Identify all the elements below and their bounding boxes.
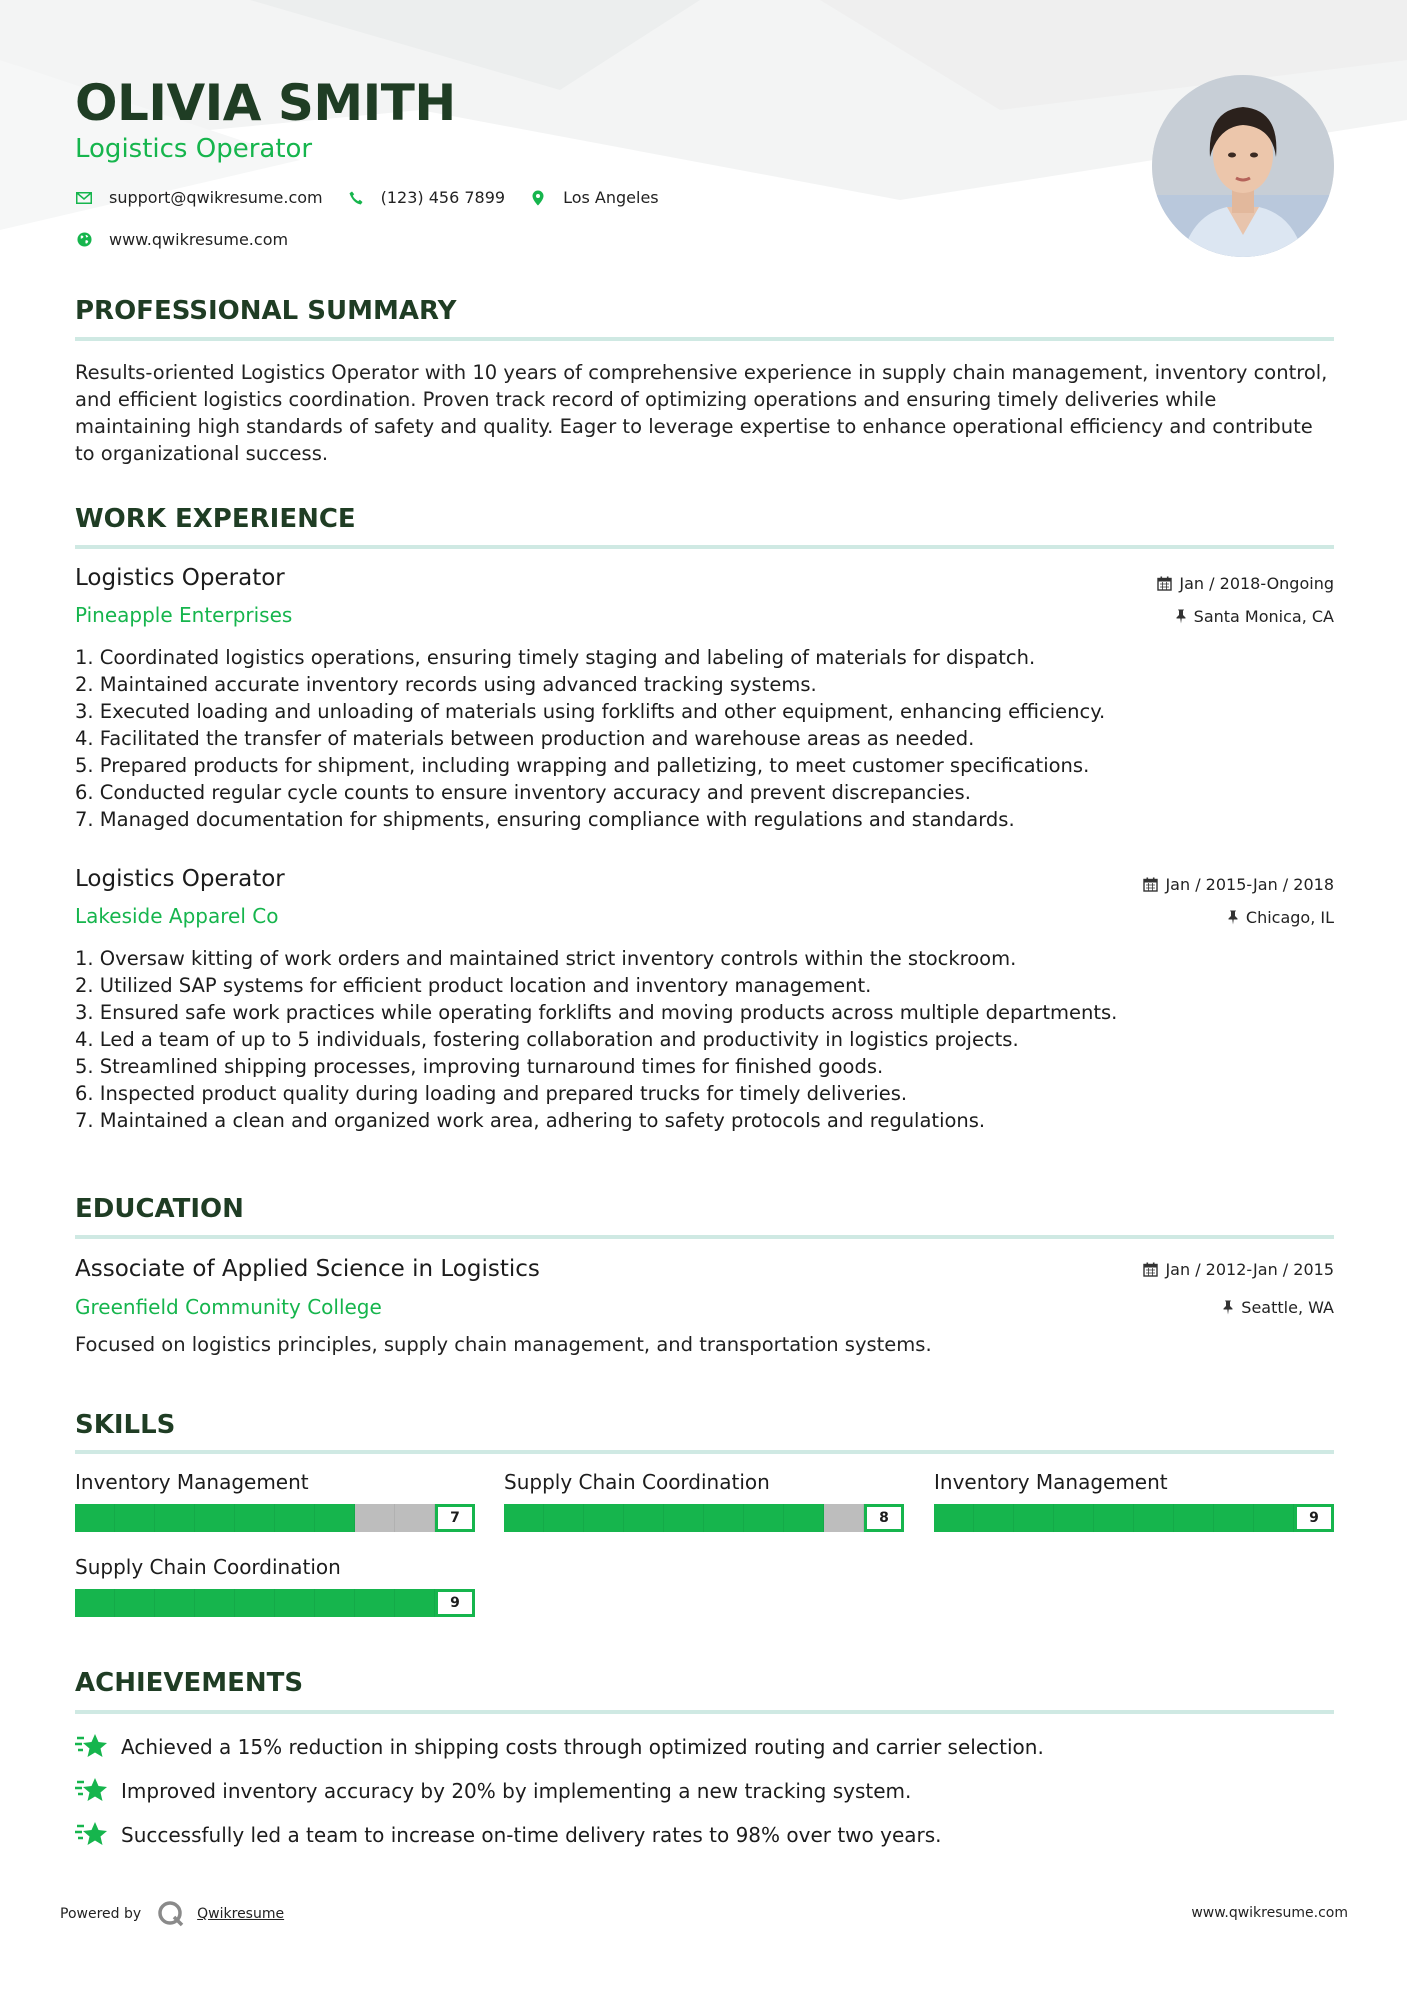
achievement-text: Improved inventory accuracy by 20% by implementing a new tracking system.: [121, 1779, 912, 1803]
achievement-item: [75, 1732, 1044, 1762]
skill-bar-segment: [1054, 1504, 1094, 1532]
skill-bar-segment: [1094, 1504, 1134, 1532]
skill-bar-segment: [155, 1504, 195, 1532]
skill-level-badge: 9: [435, 1589, 475, 1617]
job-2-location: [1227, 908, 1334, 927]
award-star-icon: [75, 1732, 109, 1762]
skill-bar-segment: [1014, 1504, 1054, 1532]
skill-bar-segment: [275, 1504, 315, 1532]
skill-bar-segment: [195, 1504, 235, 1532]
list-item: 6. Conducted regular cycle counts to ensure inventory accuracy and prevent discrepancies.: [75, 781, 971, 804]
globe-icon: [75, 231, 93, 249]
education-dates-text: Jan / 2012-Jan / 2015: [1165, 1260, 1334, 1279]
qwikresume-link[interactable]: Qwikresume: [197, 1906, 285, 1922]
skill-bar: [75, 1504, 475, 1532]
website-text: www.qwikresume.com: [109, 230, 289, 249]
summary-text: Results-oriented Logistics Operator with 10 years of comprehensive experience in supply chain management, inventory control, and efficient logistics coordination. Proven track record of optimizing operations and ensuring timely deliveries while maintaining high standards of safety and quality. Eager to leverage expertise to enhance operational efficiency and contribute to organizational success.: [75, 361, 1328, 465]
job-1-dates-text: Jan / 2018-Ongoing: [1179, 574, 1334, 593]
footer-powered-by: [60, 1900, 284, 1928]
skill-bar-segment: [195, 1589, 235, 1617]
skill-bar-segment: [934, 1504, 974, 1532]
skill-bar-segment: [1134, 1504, 1174, 1532]
skill-item: [75, 1470, 475, 1532]
list-item: 2. Maintained accurate inventory records using advanced tracking systems.: [75, 673, 817, 696]
job-2-dates-text: Jan / 2015-Jan / 2018: [1165, 875, 1334, 894]
pushpin-icon: [1222, 1300, 1234, 1315]
skill-bar-segment: [355, 1504, 395, 1532]
education-school: Greenfield Community College: [75, 1295, 382, 1319]
skill-name: Supply Chain Coordination: [504, 1470, 770, 1494]
skill-bar-segment: [315, 1504, 355, 1532]
list-item: 7. Maintained a clean and organized work area, adhering to safety protocols and regulations.: [75, 1109, 986, 1132]
skill-bar-segment: [115, 1589, 155, 1617]
list-item: 1. Oversaw kitting of work orders and maintained strict inventory controls within the stockroom.: [75, 947, 1017, 970]
profile-photo: [1152, 75, 1334, 257]
achievements-divider: [75, 1710, 1334, 1714]
skill-name: Inventory Management: [75, 1470, 309, 1494]
contact-email[interactable]: [75, 188, 323, 207]
phone-text: (123) 456 7899: [380, 188, 506, 207]
skill-level-badge: 8: [864, 1504, 904, 1532]
contact-website[interactable]: [75, 230, 288, 249]
list-item: 6. Inspected product quality during loading and prepared trucks for timely deliveries.: [75, 1082, 908, 1105]
job-1-title: Logistics Operator: [75, 565, 285, 591]
award-star-icon: [75, 1776, 109, 1806]
job-1-dates: [1157, 574, 1334, 593]
education-location: [1222, 1298, 1334, 1317]
skill-bar-segment: [275, 1589, 315, 1617]
job-1-company: Pineapple Enterprises: [75, 603, 293, 627]
skill-bar-segment: [155, 1589, 195, 1617]
list-item: 3. Ensured safe work practices while operating forklifts and moving products across multiple departments.: [75, 1001, 1118, 1024]
list-item: 4. Led a team of up to 5 individuals, fostering collaboration and productivity in logistics projects.: [75, 1028, 1019, 1051]
skill-bar-segment: [504, 1504, 544, 1532]
skill-bar-segment: [355, 1589, 395, 1617]
skills-heading: SKILLS: [75, 1410, 176, 1440]
contact-location: [529, 188, 659, 207]
education-location-text: Seattle, WA: [1241, 1298, 1334, 1317]
calendar-icon: [1143, 877, 1158, 892]
skill-name: Supply Chain Coordination: [75, 1555, 341, 1579]
email-text: support@qwikresume.com: [109, 188, 323, 207]
skills-divider: [75, 1450, 1334, 1454]
education-divider: [75, 1235, 1334, 1239]
education-heading: EDUCATION: [75, 1194, 244, 1224]
job-2-company: Lakeside Apparel Co: [75, 904, 279, 928]
experience-divider: [75, 545, 1334, 549]
skill-bar-segment: [75, 1504, 115, 1532]
skill-level-badge: 7: [435, 1504, 475, 1532]
summary-heading: PROFESSIONAL SUMMARY: [75, 296, 457, 326]
skill-bar-segment: [544, 1504, 584, 1532]
pushpin-icon: [1175, 609, 1187, 624]
award-star-icon: [75, 1820, 109, 1850]
achievement-text: Achieved a 15% reduction in shipping costs through optimized routing and carrier selection.: [121, 1735, 1044, 1759]
achievement-item: [75, 1776, 911, 1806]
list-item: 2. Utilized SAP systems for efficient product location and inventory management.: [75, 974, 872, 997]
job-1-responsibilities: [75, 644, 1334, 833]
job-1-location: [1175, 607, 1334, 626]
skill-bar: [504, 1504, 904, 1532]
experience-heading: WORK EXPERIENCE: [75, 504, 356, 534]
contact-row: [75, 188, 683, 207]
job-2-responsibilities: [75, 945, 1334, 1134]
calendar-icon: [1143, 1262, 1158, 1277]
skill-bar-segment: [584, 1504, 624, 1532]
location-text: Los Angeles: [563, 188, 659, 207]
skill-bar: [75, 1589, 475, 1617]
candidate-role: Logistics Operator: [75, 134, 313, 164]
skill-item: [75, 1555, 475, 1617]
skill-bar-segment: [235, 1504, 275, 1532]
list-item: 1. Coordinated logistics operations, ensuring timely staging and labeling of materials for dispatch.: [75, 646, 1036, 669]
skill-bar: [934, 1504, 1334, 1532]
skill-bar-segment: [974, 1504, 1014, 1532]
skill-bar-segment: [1174, 1504, 1214, 1532]
skill-bar-segment: [624, 1504, 664, 1532]
education-dates: [1143, 1260, 1334, 1279]
list-item: 7. Managed documentation for shipments, ensuring compliance with regulations and standards.: [75, 808, 1015, 831]
skill-level-badge: 9: [1294, 1504, 1334, 1532]
qwikresume-logo-icon: [157, 1900, 185, 1928]
skill-bar-segment: [824, 1504, 864, 1532]
footer-website-link[interactable]: www.qwikresume.com: [1191, 1905, 1348, 1921]
achievements-heading: ACHIEVEMENTS: [75, 1668, 304, 1698]
skill-item: [934, 1470, 1334, 1532]
skill-bar-segment: [395, 1589, 435, 1617]
list-item: 3. Executed loading and unloading of materials using forklifts and other equipment, enhancing efficiency.: [75, 700, 1106, 723]
education-description: Focused on logistics principles, supply chain management, and transportation systems.: [75, 1333, 932, 1356]
list-item: 5. Streamlined shipping processes, improving turnaround times for finished goods.: [75, 1055, 884, 1078]
envelope-icon: [75, 189, 93, 207]
job-2-title: Logistics Operator: [75, 866, 285, 892]
skill-bar-segment: [1214, 1504, 1254, 1532]
skill-bar-segment: [704, 1504, 744, 1532]
portrait-image: [1152, 75, 1334, 257]
job-2-location-text: Chicago, IL: [1245, 908, 1334, 927]
achievement-item: [75, 1820, 942, 1850]
skill-bar-segment: [784, 1504, 824, 1532]
skill-bar-segment: [1254, 1504, 1294, 1532]
skill-item: [504, 1470, 904, 1532]
skill-bar-segment: [744, 1504, 784, 1532]
achievement-text: Successfully led a team to increase on-time delivery rates to 98% over two years.: [121, 1823, 942, 1847]
summary-divider: [75, 337, 1334, 341]
education-degree: Associate of Applied Science in Logistics: [75, 1256, 540, 1282]
powered-by-label: Powered by: [60, 1906, 142, 1922]
calendar-icon: [1157, 576, 1172, 591]
skill-bar-segment: [395, 1504, 435, 1532]
skill-bar-segment: [115, 1504, 155, 1532]
skill-name: Inventory Management: [934, 1470, 1168, 1494]
contact-phone[interactable]: [347, 188, 505, 207]
job-2-dates: [1143, 875, 1334, 894]
job-1-location-text: Santa Monica, CA: [1193, 607, 1334, 626]
skill-bar-segment: [75, 1589, 115, 1617]
candidate-name: OLIVIA SMITH: [75, 74, 456, 132]
list-item: 4. Facilitated the transfer of materials between production and warehouse areas as needed.: [75, 727, 975, 750]
phone-icon: [347, 189, 365, 207]
list-item: 5. Prepared products for shipment, including wrapping and palletizing, to meet customer specifications.: [75, 754, 1090, 777]
skill-bar-segment: [664, 1504, 704, 1532]
pushpin-icon: [1227, 910, 1239, 925]
skill-bar-segment: [315, 1589, 355, 1617]
map-pin-icon: [529, 189, 547, 207]
skill-bar-segment: [235, 1589, 275, 1617]
